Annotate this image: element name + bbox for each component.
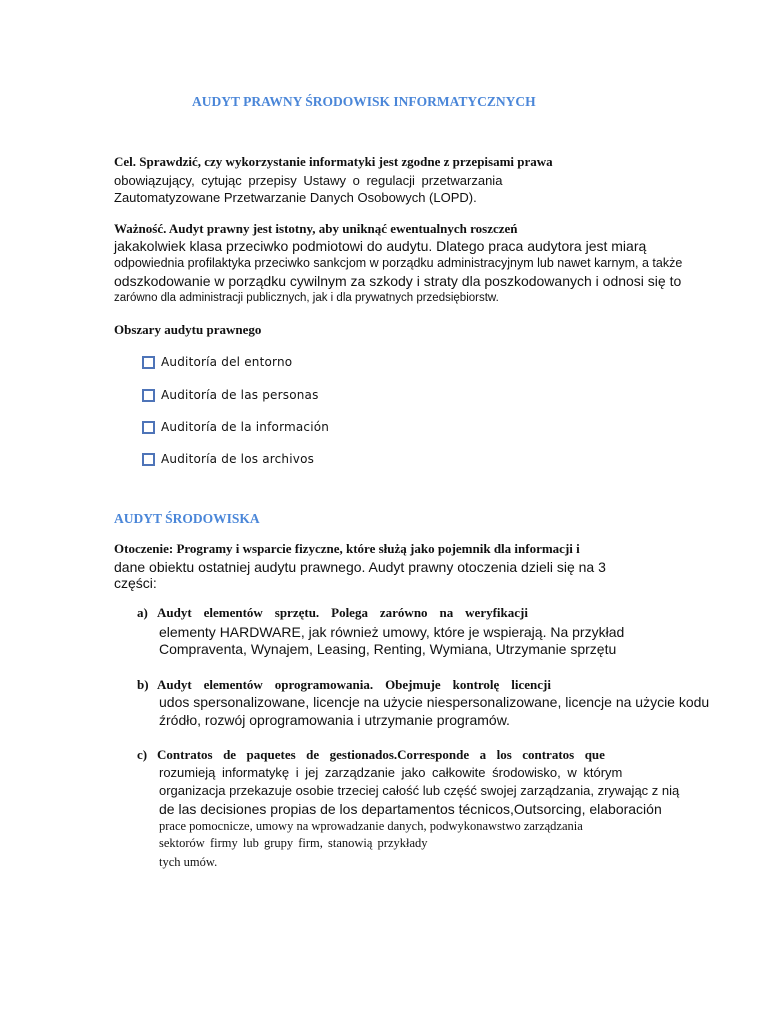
page-title: AUDYT PRAWNY ŚRODOWISK INFORMATYCZNYCH xyxy=(192,94,536,109)
list-c-line-7: tych umów. xyxy=(159,855,218,869)
checkbox-label: Auditoría del entorno xyxy=(161,355,293,369)
list-head-b xyxy=(157,677,551,693)
list-b-line-3: źródło, rozwój oprogramowania i utrzymanie programów. xyxy=(159,712,510,728)
word: contratos xyxy=(522,747,575,762)
checkbox-label: Auditoría de las personas xyxy=(161,388,319,402)
word: los xyxy=(496,747,512,762)
word: sprzętu. xyxy=(274,605,320,620)
word: kontrolę xyxy=(452,677,500,692)
word: zarówno xyxy=(379,605,428,620)
word: gestionados.Corresponde xyxy=(329,747,470,762)
word: Audyt xyxy=(157,677,192,692)
cel-line-2: obowiązujący, cytując przepisy Ustawy o regulacji przetwarzania xyxy=(114,173,503,188)
list-c-line-5: prace pomocnicze, umowy na wprowadzanie danych, podwykonawstwo zarządzania xyxy=(159,819,583,833)
list-c-line-6: sektorów firmy lub grupy firm, stanowią przykłady xyxy=(159,836,428,850)
otoczenie-line-2: dane obiektu ostatniej audytu prawnego. Audyt prawny otoczenia dzieli się na 3 xyxy=(114,559,606,575)
list-a-line-3: Compraventa, Wynajem, Leasing, Renting, Wymiana, Utrzymanie sprzętu xyxy=(159,641,617,657)
checkbox-item[interactable] xyxy=(142,355,292,369)
list-marker: b) xyxy=(137,677,149,692)
word: de xyxy=(223,747,237,762)
list-marker: a) xyxy=(137,605,148,620)
waznosc-line-1: Ważność. Audyt prawny jest istotny, aby uniknąć ewentualnych roszczeń xyxy=(114,221,518,236)
word: elementów xyxy=(203,677,263,692)
checkbox-item[interactable] xyxy=(142,420,329,434)
list-c-line-4: de las decisiones propias de los departamentos técnicos,Outsorcing, elaboración xyxy=(159,801,662,817)
waznosc-line-2: jakakolwiek klasa przeciwko podmiotowi do audytu. Dlatego praca audytora jest miarą xyxy=(114,238,647,254)
checkbox-label: Auditoría de la información xyxy=(161,420,330,434)
list-head-c xyxy=(157,747,605,763)
list-head-a xyxy=(157,605,528,621)
list-marker: c) xyxy=(137,747,148,762)
list-c-line-2: rozumieją informatykę i jej zarządzanie jako całkowite środowisko, w którym xyxy=(159,765,623,780)
checkbox-item[interactable] xyxy=(142,452,314,466)
list-a-line-2: elementy HARDWARE, jak również umowy, które je wspierają. Na przykład xyxy=(159,624,625,640)
otoczenie-line-3: części: xyxy=(114,575,157,591)
word: Polega xyxy=(331,605,368,620)
waznosc-line-4: odszkodowanie w porządku cywilnym za szkody i straty dla poszkodowanych i odnosi się to xyxy=(114,273,682,289)
obszary-heading: Obszary audytu prawnego xyxy=(114,322,262,337)
word: que xyxy=(584,747,605,762)
word: de xyxy=(306,747,320,762)
word: Contratos xyxy=(157,747,213,762)
word: oprogramowania. xyxy=(274,677,374,692)
checkbox-box[interactable] xyxy=(142,356,155,369)
checkbox-box[interactable] xyxy=(142,453,155,466)
word: licencji xyxy=(511,677,551,692)
section-heading: AUDYT ŚRODOWISKA xyxy=(114,511,260,526)
word: a xyxy=(479,747,487,762)
checkbox-box[interactable] xyxy=(142,389,155,402)
word: Obejmuje xyxy=(385,677,441,692)
word: weryfikacji xyxy=(465,605,528,620)
word: paquetes xyxy=(246,747,296,762)
word: na xyxy=(439,605,454,620)
waznosc-line-5: zarówno dla administracji publicznych, jak i dla prywatnych przedsiębiorstw. xyxy=(114,292,499,304)
checkbox-label: Auditoría de los archivos xyxy=(161,452,315,466)
checkbox-box[interactable] xyxy=(142,421,155,434)
list-c-line-3: organizacja przekazuje osobie trzeciej całość lub część swojej zarządzania, zrywając z nią xyxy=(159,783,680,798)
word: elementów xyxy=(203,605,263,620)
waznosc-line-3: odpowiednia profilaktyka przeciwko sankcjom w porządku administracyjnym lub nawet karnym, a także xyxy=(114,256,683,270)
cel-line-1: Cel. Sprawdzić, czy wykorzystanie informatyki jest zgodne z przepisami prawa xyxy=(114,154,553,169)
list-b-line-2: udos spersonalizowane, licencje na użycie niespersonalizowane, licencje na użycie kodu xyxy=(159,694,710,710)
word: Audyt xyxy=(157,605,192,620)
otoczenie-line-1: Otoczenie: Programy i wsparcie fizyczne, które służą jako pojemnik dla informacji i xyxy=(114,541,580,556)
cel-line-3: Zautomatyzowane Przetwarzanie Danych Osobowych (LOPD). xyxy=(114,190,477,205)
checkbox-item[interactable] xyxy=(142,388,319,402)
